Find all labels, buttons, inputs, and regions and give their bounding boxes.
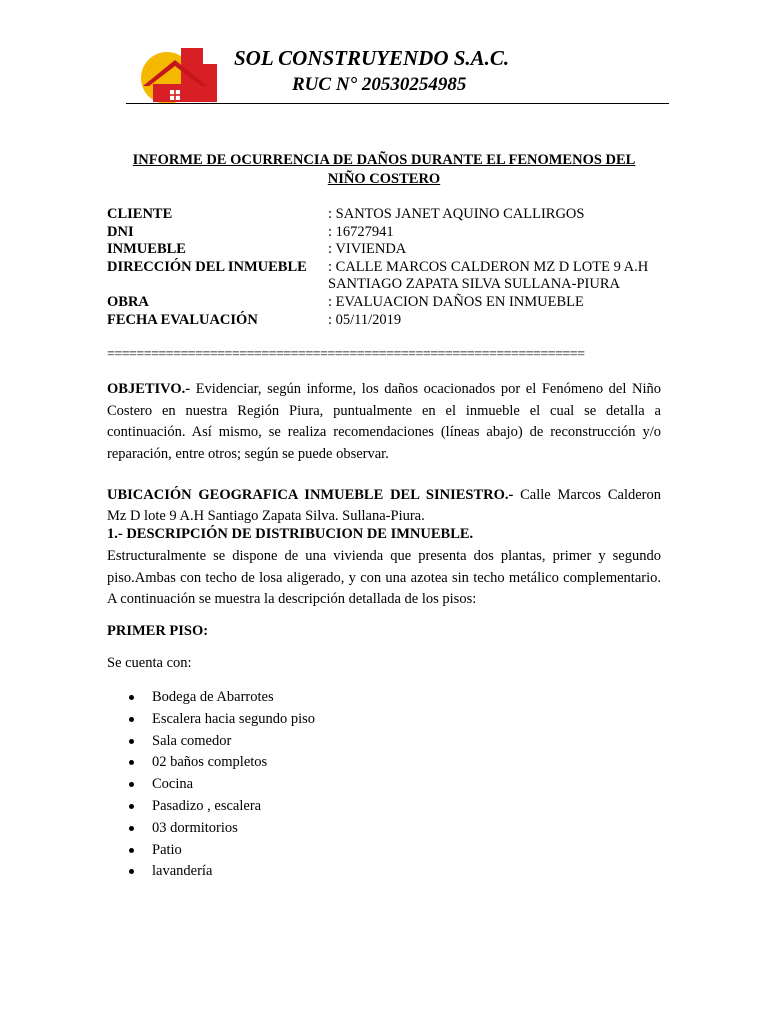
bullet-icon [129,848,134,853]
list-item-text: Bodega de Abarrotes [152,689,274,705]
ubicacion-paragraph [107,485,661,526]
list-item [107,796,315,818]
info-row-cliente [107,206,667,224]
info-row-fecha [107,312,667,330]
list-item-text: Patio [152,841,182,858]
house-sun-logo-icon [125,42,225,106]
objetivo-label: OBJETIVO.- [107,381,191,397]
list-item [107,774,315,796]
list-item [107,752,315,774]
info-value: : SANTOS JANET AQUINO CALLIRGOS [328,206,585,222]
info-label: OBRA [107,293,149,310]
info-label [107,276,328,294]
list-item-text: 02 baños completos [152,754,268,771]
bullet-icon [129,782,134,787]
info-value: : VIVIENDA [328,241,407,258]
info-row-direccion-cont [107,276,667,294]
document-header [0,0,768,110]
company-name: SOL CONSTRUYENDO S.A.C. [234,46,510,70]
objetivo-text: Evidenciar, según informe, los daños ocacionados por el Fenómeno del Niño Costero en nuestra Región Piura, puntualmente en el inmueble el cual se detalla a continuación. Así mismo, se realiza recomendaciones (líneas abajo) de reconstrucción y/o reparación, entre otros; según se puede observar. [107,381,661,462]
info-table [107,206,667,329]
info-value: SANTIAGO ZAPATA SILVA SULLANA-PIURA [328,276,620,293]
list-item-text: Cocina [152,776,194,793]
objetivo-paragraph [107,379,661,465]
bullet-icon [129,695,134,700]
list-item [107,861,315,883]
list-item [107,818,315,840]
bullet-icon [129,760,134,765]
bullet-icon [129,739,134,744]
ubicacion-text: Calle Marcos Calderon Mz D lote 9 A.H Santiago Zapata Silva. Sullana-Piura. [107,487,661,524]
info-value: : EVALUACION DAÑOS EN INMUEBLE [328,293,584,310]
report-title [106,151,662,189]
info-row-direccion [107,259,667,277]
descripcion-title: 1.- DESCRIPCIÓN DE DISTRIBUCION DE IMNUEBLE. [107,526,474,542]
list-item-text: lavandería [152,863,213,880]
list-item-text: Pasadizo , escalera [152,797,262,814]
info-label: CLIENTE [107,206,173,222]
ubicacion-label: UBICACIÓN GEOGRAFICA INMUEBLE DEL SINIESTRO.- [107,487,514,503]
info-value: : 16727941 [328,223,394,240]
info-row-dni [107,224,667,242]
info-label: FECHA EVALUACIÓN [107,311,258,328]
info-value: : CALLE MARCOS CALDERON MZ D LOTE 9 A.H [328,258,649,275]
info-row-obra [107,294,667,312]
bullet-icon [129,826,134,831]
header-divider [126,103,669,104]
list-item [107,709,315,731]
descripcion-paragraph: Estructuralmente se dispone de una vivienda que presenta dos plantas, primer y segundo piso.Ambas con techo de losa aligerado, y con una azotea sin techo metálico complementario. A continuación se muestra la descripción detallada de los pisos: [107,548,661,607]
bullet-icon [129,717,134,722]
info-label: INMUEBLE [107,241,186,258]
primer-piso-intro: Se cuenta con: [107,655,192,671]
bullet-icon [129,804,134,809]
list-item [107,687,315,709]
info-label: DNI [107,223,134,240]
list-item-text: 03 dormitorios [152,819,238,836]
bullet-icon [129,869,134,874]
primer-piso-list [107,687,315,883]
company-ruc: RUC N° 20530254985 [292,74,467,95]
report-title-line-1: INFORME DE OCURRENCIA DE DAÑOS DURANTE EL FENOMENOS DEL [132,152,636,168]
info-value: : 05/11/2019 [328,311,402,328]
separator-line: ================================================================= [107,347,585,362]
info-row-inmueble [107,241,667,259]
list-item [107,840,315,862]
report-title-line-2: NIÑO COSTERO [327,171,441,187]
info-label: DIRECCIÓN DEL INMUEBLE [107,258,307,275]
primer-piso-title: PRIMER PISO: [107,623,209,639]
list-item [107,731,315,753]
list-item-text: Escalera hacia segundo piso [152,710,316,727]
list-item-text: Sala comedor [152,732,232,749]
